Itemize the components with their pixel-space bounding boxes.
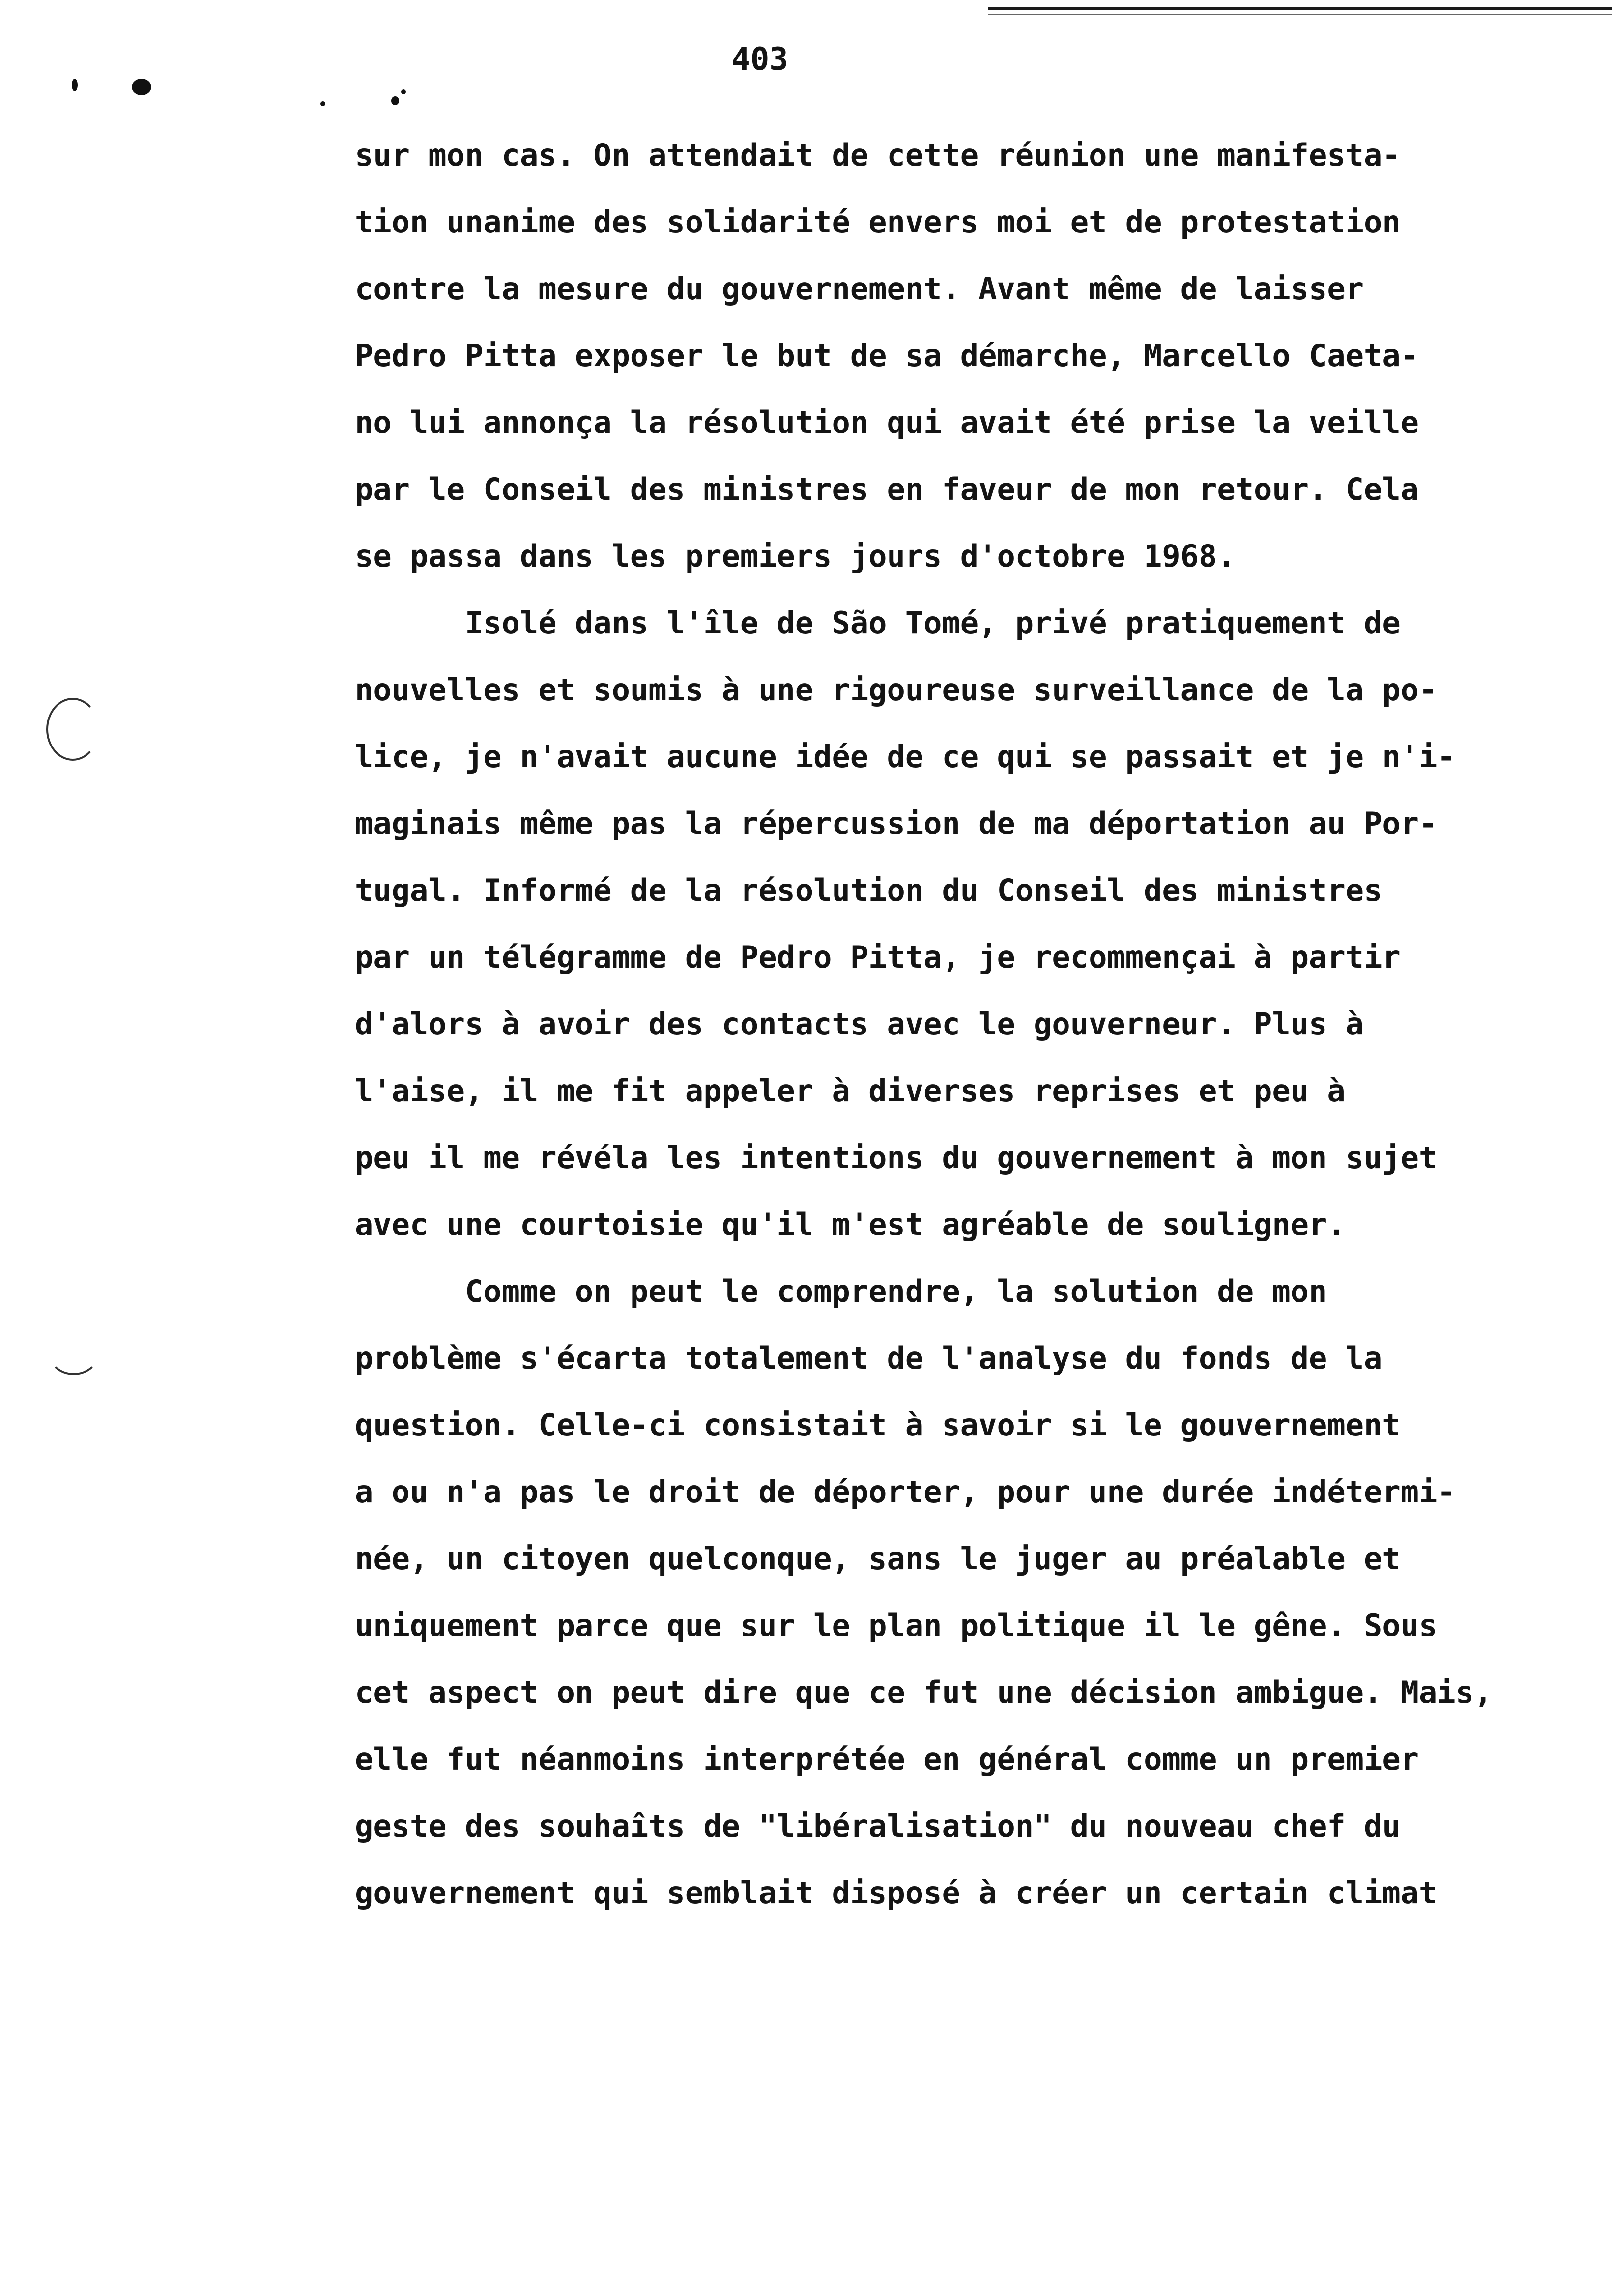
text-line: tion unanime des solidarité envers moi et de protestation (355, 204, 1401, 240)
text-line: sur mon cas. On attendait de cette réunion une manifesta- (355, 137, 1401, 173)
text-line: uniquement parce que sur le plan politique il le gêne. Sous (355, 1607, 1438, 1643)
text-line: nouvelles et soumis à une rigoureuse surveillance de la po- (355, 672, 1438, 708)
ink-speck (401, 89, 406, 94)
text-line: se passa dans les premiers jours d'octobre 1968. (355, 538, 1236, 574)
top-edge-rule-thin (988, 14, 1612, 15)
text-line: a ou n'a pas le droit de déporter, pour une durée indétermi- (355, 1474, 1456, 1510)
text-line: contre la mesure du gouvernement. Avant même de laisser (355, 271, 1364, 307)
text-line: no lui annonça la résolution qui avait été prise la veille (355, 404, 1419, 440)
text-line: d'alors à avoir des contacts avec le gouverneur. Plus à (355, 1006, 1364, 1042)
page-number: 403 (731, 41, 788, 78)
text-line: tugal. Informé de la résolution du Conseil des ministres (355, 872, 1382, 908)
text-line: elle fut néanmoins interprétée en général comme un premier (355, 1741, 1419, 1777)
text-line: question. Celle-ci consistait à savoir si le gouvernement (355, 1407, 1401, 1443)
top-edge-rule (988, 7, 1612, 10)
text-line: Pedro Pitta exposer le but de sa démarche, Marcello Caeta- (355, 338, 1419, 373)
ink-speck (391, 96, 399, 105)
text-line: avec une courtoisie qu'il m'est agréable de souligner. (355, 1206, 1346, 1242)
ink-speck (320, 101, 325, 106)
body-text (355, 122, 1574, 1926)
ink-speck (72, 79, 78, 91)
paragraph-start-line: Comme on peut le comprendre, la solution de mon (355, 1273, 1327, 1309)
ink-blot (132, 79, 151, 95)
punch-hole-mark (46, 698, 99, 761)
punch-hole-mark (47, 1327, 100, 1375)
text-line: par le Conseil des ministres en faveur de mon retour. Cela (355, 471, 1419, 507)
text-line: cet aspect on peut dire que ce fut une décision ambigue. Mais, (355, 1674, 1493, 1710)
text-line: née, un citoyen quelconque, sans le juger au préalable et (355, 1541, 1401, 1577)
text-line: maginais même pas la répercussion de ma déportation au Por- (355, 805, 1438, 841)
text-line: l'aise, il me fit appeler à diverses reprises et peu à (355, 1073, 1346, 1109)
text-line: lice, je n'avait aucune idée de ce qui se passait et je n'i- (355, 739, 1456, 775)
text-line: peu il me révéla les intentions du gouvernement à mon sujet (355, 1140, 1438, 1176)
text-line: gouvernement qui semblait disposé à créer un certain climat (355, 1875, 1438, 1911)
text-line: geste des souhaîts de "libéralisation" du nouveau chef du (355, 1808, 1401, 1844)
paragraph-start-line: Isolé dans l'île de São Tomé, privé pratiquement de (355, 605, 1401, 641)
text-line: par un télégramme de Pedro Pitta, je recommençai à partir (355, 939, 1401, 975)
text-line: problème s'écarta totalement de l'analyse du fonds de la (355, 1340, 1382, 1376)
